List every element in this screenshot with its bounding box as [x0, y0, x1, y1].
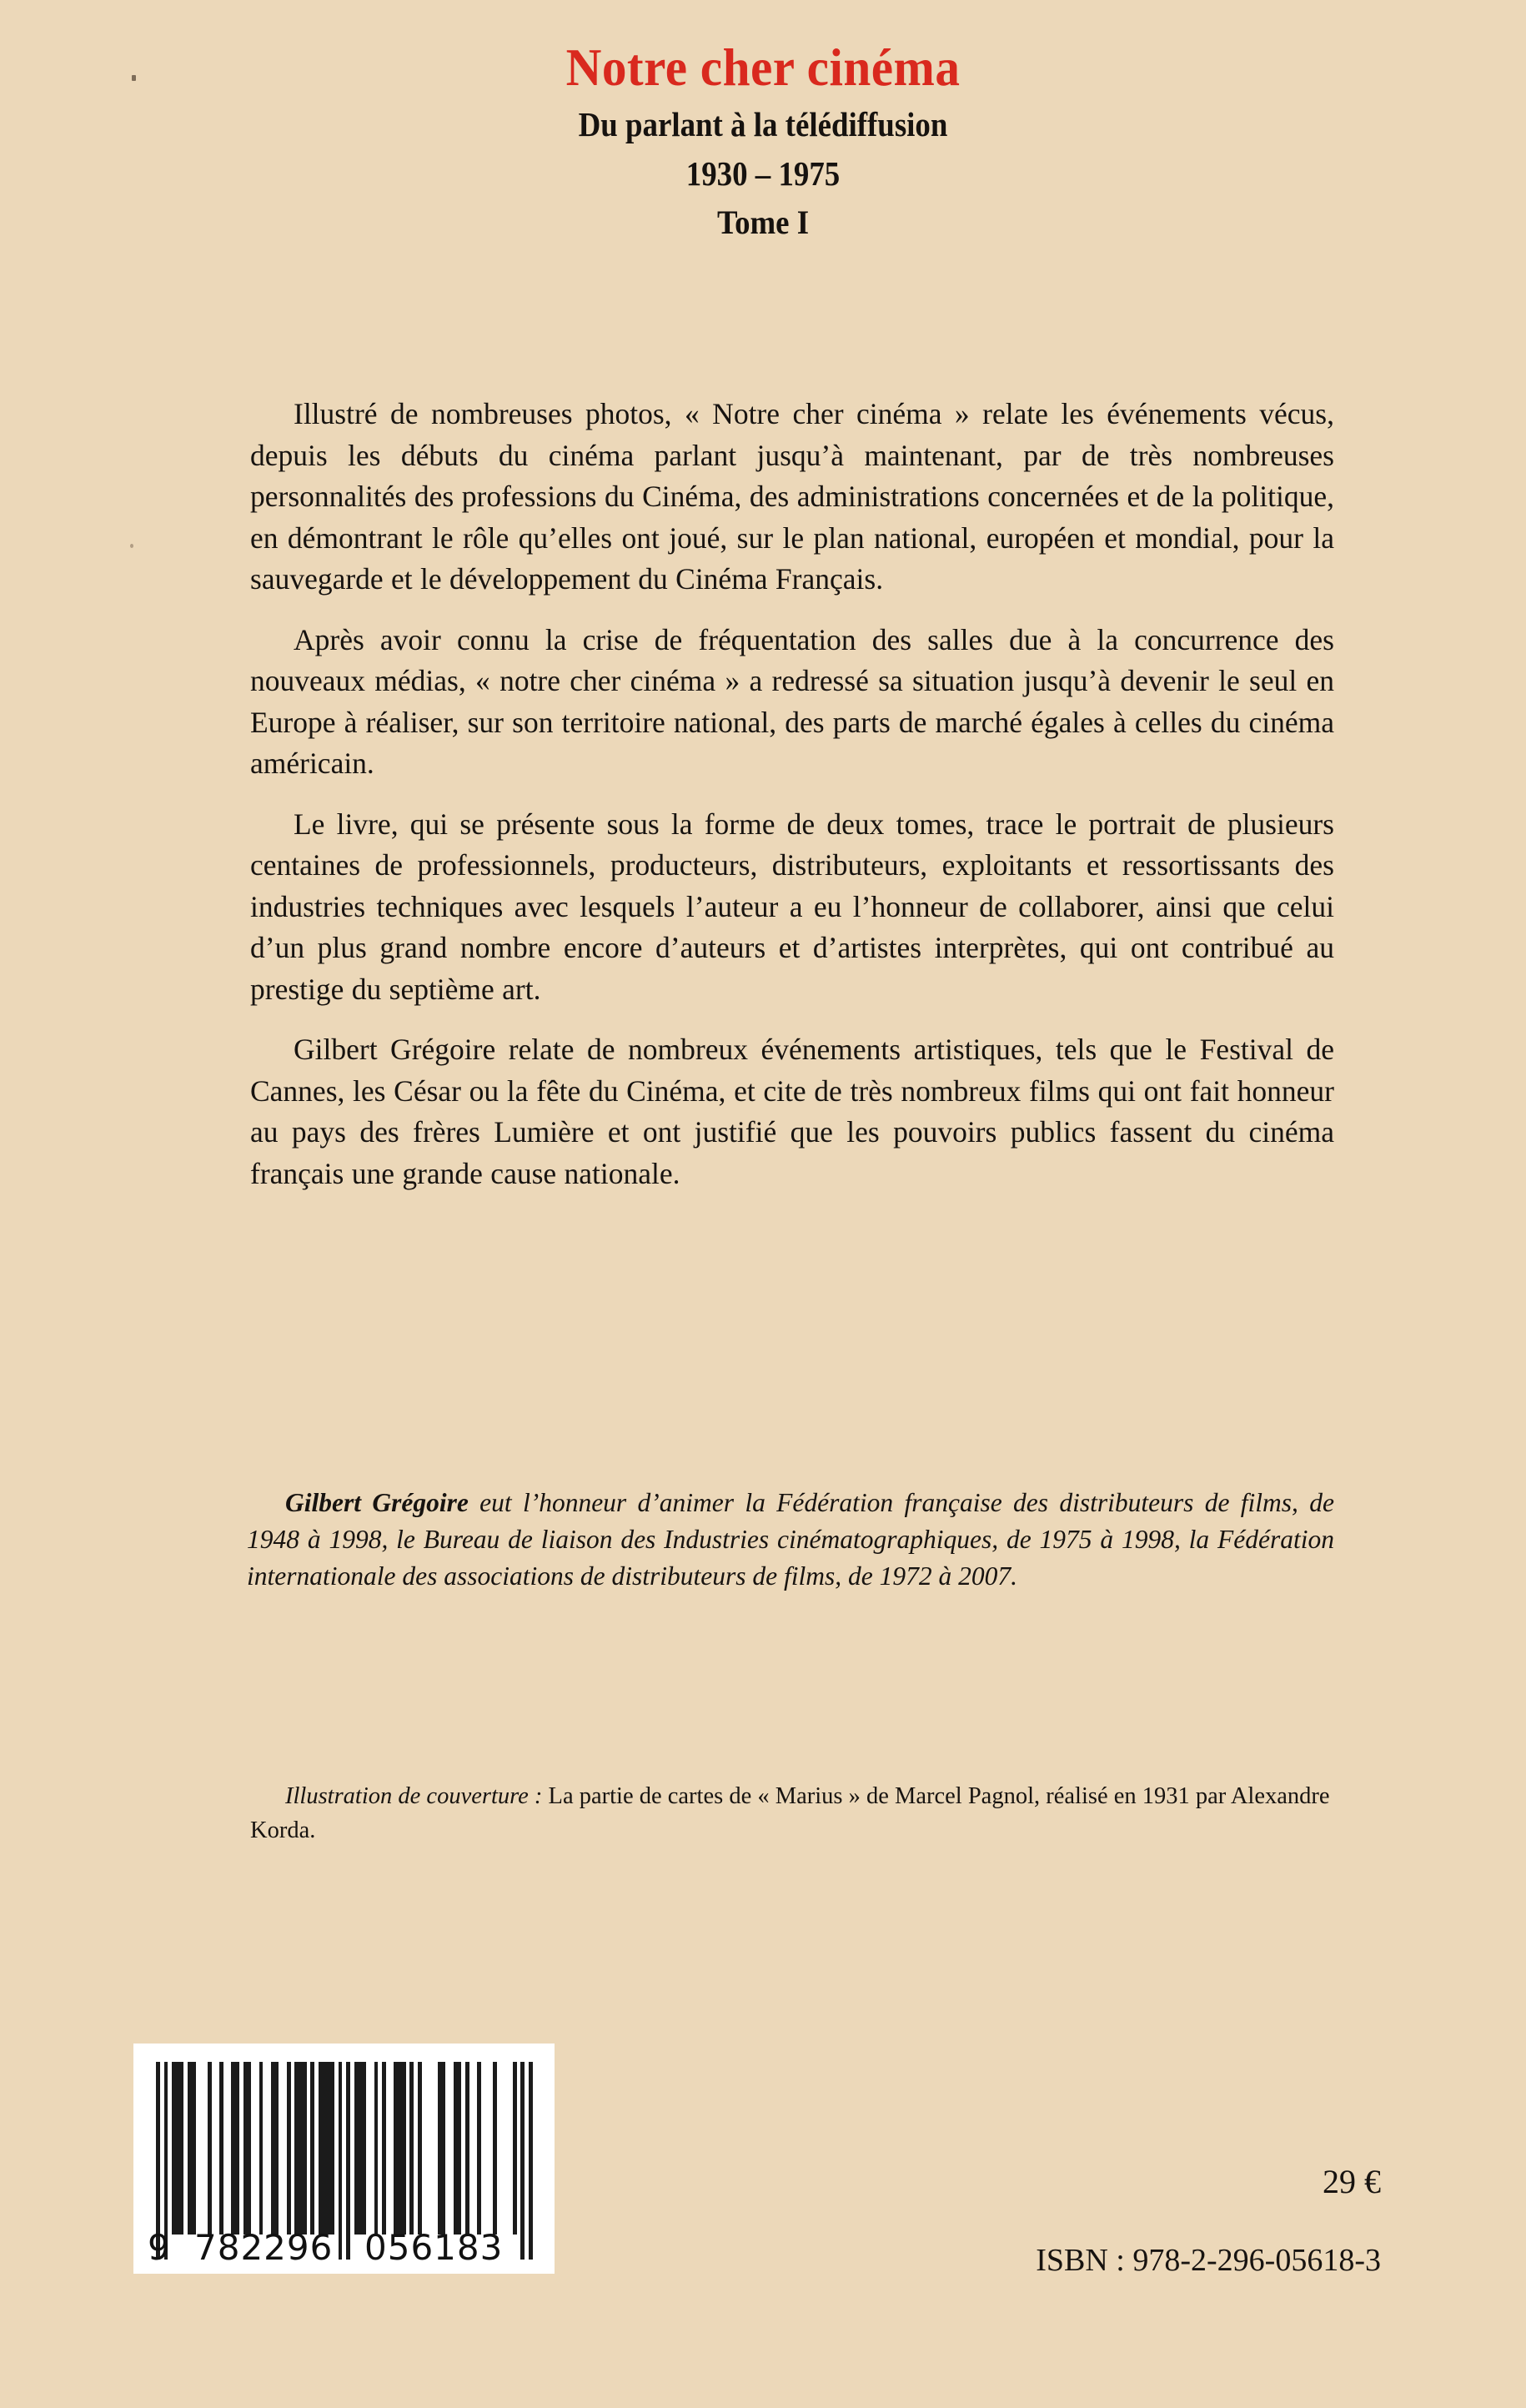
barcode-bar: [231, 2062, 239, 2235]
barcode-bar: [418, 2062, 422, 2235]
barcode-bar: [219, 2062, 223, 2235]
barcode-bar: [188, 2062, 196, 2235]
book-subtitle: Du parlant à la télédiffusion: [578, 104, 948, 143]
isbn-barcode: [133, 2044, 555, 2274]
cover-credit-label: Illustration de couverture :: [285, 1783, 543, 1809]
barcode-bar: [172, 2062, 183, 2235]
barcode-bar: [382, 2062, 386, 2235]
author-bio: [247, 1485, 1334, 1595]
author-name: Gilbert Grégoire: [285, 1488, 469, 1517]
cover-credit: [250, 1779, 1334, 1847]
barcode-bar: [259, 2062, 264, 2235]
title-block: [0, 40, 1526, 242]
author-bio-block: [247, 1485, 1334, 1595]
barcode-bar: [477, 2062, 481, 2235]
book-volume: Tome I: [716, 204, 810, 242]
barcode-bar: [374, 2062, 379, 2235]
blurb-paragraph: Illustré de nombreuses photos, « Notre cher cinéma » relate les événements vécus, depuis les débuts du cinéma parlant jusqu’à maintenant, par de très nombreuses personnalités des professions du Cinéma, des administrations concernées et de la politique, en démontrant le rôle qu’elles ont joué, sur le plan national, européen et mondial, pour la sauvegarde et le développement du Cinéma Français.: [250, 397, 1334, 596]
blurb-paragraph: Gilbert Grégoire relate de nombreux événements artistiques, tels que le Festival de Cannes, les César ou la fête du Cinéma, et cite de très nombreux films qui ont fait honneur au pays des frères Lumière et ont justifié que les pouvoirs publics fassent du cinéma français une grande cause nationale.: [250, 1033, 1334, 1190]
barcode-bar: [208, 2062, 212, 2235]
price-label: 29 €: [1323, 2163, 1381, 2200]
blurb-paragraph: Le livre, qui se présente sous la forme de deux tomes, trace le portrait de plusieurs centaines de professionnels, producteurs, distributeurs, exploitants et ressortissants des industries techniques avec lesquels l’auteur a eu l’honneur de collaborer, ainsi que celui d’un plus grand nombre encore d’auteurs et d’artistes interprètes, qui ont contribué au prestige du septième art.: [250, 807, 1334, 1006]
barcode-bar: [394, 2062, 405, 2235]
print-speck-artifact-2: [130, 544, 133, 548]
isbn-label: ISBN : 978-2-296-05618-3: [1036, 2243, 1381, 2278]
barcode-bar: [438, 2062, 446, 2235]
barcode-bar: [271, 2062, 279, 2235]
cover-credit-text: La partie de cartes de « Marius » de Marcel Pagnol, réalisé en 1931 par Alexandre Korda.: [250, 1783, 1330, 1843]
book-year-range: 1930 – 1975: [685, 153, 841, 193]
barcode-digit-group-right: 056183: [364, 2227, 504, 2268]
barcode-bar: [454, 2062, 462, 2235]
barcode-digit-group-left: 9: [148, 2227, 171, 2268]
blurb-block: [250, 394, 1334, 1194]
blurb-paragraph: Après avoir connu la crise de fréquentation des salles due à la concurrence des nouveaux médias, « notre cher cinéma » a redressé sa situation jusqu’à devenir le seul en Europe à réaliser, sur son territoire national, des parts de marché égales à celles du cinéma américain.: [250, 622, 1334, 780]
barcode-bar: [310, 2062, 314, 2235]
book-title: Notre cher cinéma: [565, 38, 961, 97]
barcode-bar: [493, 2062, 497, 2235]
barcode-bar: [319, 2062, 334, 2235]
barcode-bar: [465, 2062, 469, 2235]
barcode-bar: [409, 2062, 414, 2235]
barcode-digit-group-mid: 782296: [194, 2227, 334, 2268]
author-bio-text: eut l’honneur d’animer la Fédération française des distributeurs de films, de 1948 à 1998, le Bureau de liaison des Industries cinématographiques, de 1975 à 1998, la Fédération internationale des associations de distributeurs de films, de 1972 à 2007.: [247, 1488, 1334, 1591]
barcode-bar: [513, 2062, 517, 2235]
barcode-digits: [148, 2227, 533, 2268]
barcode-bar: [294, 2062, 306, 2235]
cover-credit-block: [250, 1779, 1334, 1847]
barcode-bar: [287, 2062, 291, 2235]
barcode-bar: [354, 2062, 366, 2235]
barcode-bars: [156, 2062, 533, 2235]
barcode-bar: [243, 2062, 252, 2235]
